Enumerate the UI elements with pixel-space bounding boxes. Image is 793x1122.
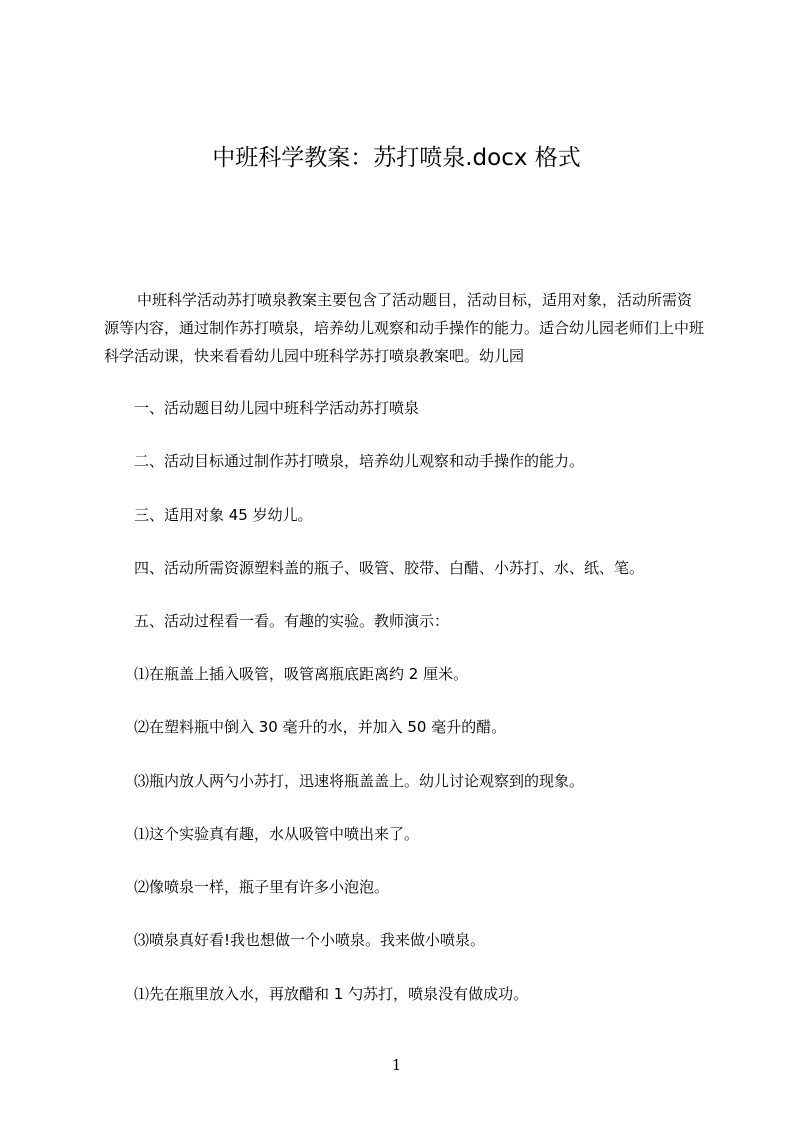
page-number: 1 bbox=[391, 1056, 402, 1074]
paragraph-observation-2: ⑵像喷泉一样，瓶子里有许多小泡泡。 bbox=[134, 878, 390, 896]
paragraph-step-1: ⑴在瓶盖上插入吸管，吸管离瓶底距离约 2 厘米。 bbox=[134, 665, 469, 683]
paragraph-activity-goal: 二、活动目标通过制作苏打喷泉，培养幼儿观察和动手操作的能力。 bbox=[134, 452, 585, 470]
paragraph-resources: 四、活动所需资源塑料盖的瓶子、吸管、胶带、白醋、小苏打、水、纸、笔。 bbox=[134, 559, 645, 577]
paragraph-activity-topic: 一、活动题目幼儿园中班科学活动苏打喷泉 bbox=[134, 399, 420, 417]
intro-paragraph: 中班科学活动苏打喷泉教案主要包含了活动题目，活动目标，适用对象，活动所需资源等内容，通过制作苏打喷泉，培养幼儿观察和动手操作的能力。适合幼儿园老师们上中班科学活动课，快来看看幼儿园中班科学苏打喷泉教案吧。幼儿园 bbox=[104, 291, 705, 365]
paragraph-try-1: ⑴先在瓶里放入水，再放醋和 1 勺苏打，喷泉没有做成功。 bbox=[134, 985, 529, 1003]
paragraph-observation-1: ⑴这个实验真有趣，水从吸管中喷出来了。 bbox=[134, 825, 420, 843]
paragraph-step-3: ⑶瓶内放人两勺小苏打，迅速将瓶盖盖上。幼儿讨论观察到的现象。 bbox=[134, 772, 585, 790]
document-title: 中班科学教案：苏打喷泉.docx 格式 bbox=[212, 145, 581, 171]
paragraph-step-2: ⑵在塑料瓶中倒入 30 毫升的水，并加入 50 毫升的醋。 bbox=[134, 718, 507, 736]
paragraph-target-audience: 三、适用对象 45 岁幼儿。 bbox=[134, 506, 313, 524]
paragraph-process: 五、活动过程看一看。有趣的实验。教师演示： bbox=[134, 612, 450, 630]
paragraph-observation-3: ⑶喷泉真好看!我也想做一个小喷泉。我来做小喷泉。 bbox=[134, 931, 486, 949]
